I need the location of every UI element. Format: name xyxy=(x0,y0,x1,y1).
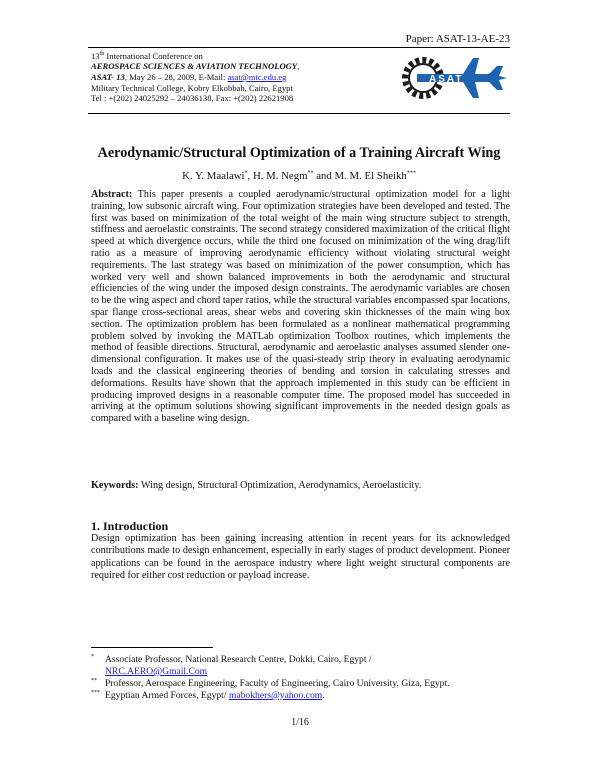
footnotes xyxy=(91,654,521,702)
conference-line-2 xyxy=(91,61,391,72)
abstract-label: Abstract: xyxy=(91,189,133,200)
conference-college: Military Technical College, Kobry Elkobbah, Cairo, Egypt xyxy=(91,82,293,93)
footnote-2 xyxy=(91,678,521,690)
header-divider xyxy=(88,113,510,114)
abstract xyxy=(91,189,510,425)
author-list xyxy=(88,170,510,182)
section-heading-introduction: 1. Introduction xyxy=(91,519,169,533)
conference-tel: Tel : +(202) 24025292 – 24036138, Fax: +(202) 22621908 xyxy=(91,93,294,104)
logo-text: ASAT xyxy=(429,74,464,85)
conference-number-suffix: th xyxy=(99,51,105,57)
footnote-1-text: Associate Professor, National Research Centre, Dokki, Cairo, Egypt / xyxy=(105,654,372,665)
footnote-3-mark: *** xyxy=(91,690,100,696)
conference-dates: , May 26 – 28, 2009, E-Mail: xyxy=(124,72,228,83)
conference-name: International Conference on xyxy=(106,50,203,61)
conference-line-1 xyxy=(91,49,391,61)
top-divider xyxy=(88,47,510,48)
author-3: and M. M. El Sheikh xyxy=(313,170,407,182)
keywords-text: Wing design, Structural Optimization, Aerodynamics, Aeroelasticity. xyxy=(138,480,422,491)
author-1: K. Y. Maalawi xyxy=(182,170,245,182)
keywords-label: Keywords: xyxy=(91,480,139,491)
conference-short-name: ASAT- 13 xyxy=(91,72,125,83)
footnote-1-email-link[interactable]: NRC.AERO@Gmail.Com xyxy=(105,666,208,677)
author-2-mark: ** xyxy=(307,170,314,177)
conference-info xyxy=(91,49,391,104)
author-1-mark: * xyxy=(244,170,248,177)
paper-title: Aerodynamic/Structural Optimization of a Training Aircraft Wing xyxy=(97,145,501,161)
abstract-text: This paper presents a coupled aerodynamic/structural optimization model for a light training, low subsonic aircraft wing. Four optimization strategies have been developed and tested. The first was based on minimization of the total weight of the main wing structure subject to strength, stiffness and aeroelastic constraints. The second strategy considered maximization of the critical flight speed at which divergence occurs, while the third one focused on minimization of the wing drag/lift ratio as a measure of improving aerodynamic efficiency without violating structural weight requirements. The last strategy was based on minimization of the power consumption, which has worked very well and shown balanced improvements in both the aerodynamic and structural efficiencies of the wing under the imposed design constraints. The aerodynamic variables are chosen to be the wing aspect and chord taper ratios, while the structural variables encompassed spar locations, spar flange cross-sectional areas, shear webs and covering skin thicknesses of the main wing box section. The optimization problem has been formulated as a nonlinear mathematical programming problem solved by invoking the MATLab optimization Toolbox routines, which implements the method of feasible directions. Structural, aerodynamic and aeroelastic analyses assumed slender one-dimensional configuration. It makes use of the quasi-steady strip theory in evaluating aerodynamic loads and the classical engineering theories of bending and torsion in calculating stresses and deformations. Results have shown that the approach implemented in this study can be efficient in producing improved designs in a reasonable computer time. The proposed model has succeeded in arriving at the optimum solutions showing significant improvements in the needed design goals as compared with a baseline wing design. xyxy=(91,189,510,425)
footnote-1-mark: * xyxy=(91,654,94,660)
footnote-3-text: Egyptian Armed Forces, Egypt/ xyxy=(105,690,229,701)
footnote-3-end: . xyxy=(322,690,325,701)
footnote-divider xyxy=(91,647,213,648)
conference-email-link[interactable]: asat@mtc.edu.eg xyxy=(227,72,287,83)
conference-title: AEROSPACE SCIENCES & AVIATION TECHNOLOGY xyxy=(91,61,298,72)
conference-title-suffix: , xyxy=(297,61,300,72)
footnote-3-email-link[interactable]: mabokhers@yahoo.com xyxy=(228,690,323,701)
footnote-2-mark: ** xyxy=(91,678,97,684)
footnote-3 xyxy=(91,690,521,702)
author-3-mark: *** xyxy=(406,170,416,177)
footnote-1 xyxy=(91,654,521,678)
introduction-text: Design optimization has been gaining increasing attention in recent years for its acknowledged contributions made to design enhancement, especially in early stages of product development. Pioneer applications can be found in the aerospace industry where light weight structural components are required for either cost reduction or payload increase. xyxy=(91,533,510,581)
conference-number: 13 xyxy=(91,50,100,61)
conference-line-3 xyxy=(91,72,391,83)
footnote-2-text: Professor, Aerospace Engineering, Faculty of Engineering, Cairo University, Giza, Egypt. xyxy=(105,678,450,689)
asat-logo xyxy=(393,52,511,104)
author-2: , H. M. Negm xyxy=(247,170,308,182)
keywords xyxy=(91,480,510,491)
paper-id: Paper: ASAT-13-AE-23 xyxy=(405,33,510,45)
page-number: 1/16 xyxy=(291,717,309,728)
